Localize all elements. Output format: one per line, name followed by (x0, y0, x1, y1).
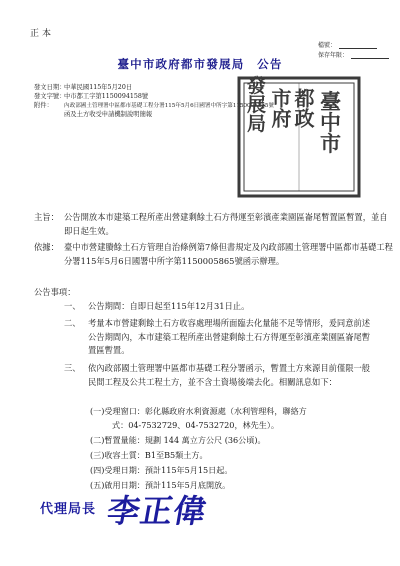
issue-number-value: 中市都工字第1150094158號 (64, 93, 149, 100)
item-number: 一、 (64, 301, 81, 311)
page-title: 臺中市政府都市發展局 公告 (117, 57, 283, 71)
attachment-line2: 函及土方收受申請機制說明簡報 (64, 111, 153, 118)
item-text: 公告期間：自即日起至115年12月31日止。 (88, 301, 250, 311)
sub-item: (三)收容土質：B1至B5類土方。 (90, 450, 208, 460)
seal-char-3: 市府 (268, 88, 292, 128)
retention-label: 保存年限： (318, 52, 349, 59)
seal-char-4: 發展局 (244, 75, 266, 133)
issue-date-value: 中華民國115年5月20日 (64, 84, 133, 91)
basis-label: 依據： (34, 242, 59, 252)
attachment-line1: 內政部國土管理署中區都市基礎工程分署115年5月6日國署中所字第1150005865號 (64, 103, 275, 109)
seal-char-1: 臺中市 (317, 90, 343, 154)
subject-text: 公告開放本市建築工程所產出營建剩餘土石方得運至彰濱產業園區崙尾暫置區暫置，並自即日起生效。 (64, 212, 388, 236)
signature-name: 李正偉 (104, 492, 211, 530)
items-label: 公告事項： (34, 287, 76, 297)
subject-label: 主旨： (34, 212, 59, 222)
seal-char-2: 都政 (291, 88, 315, 128)
issue-date-row (34, 84, 132, 93)
signature-title: 代理局長 (40, 502, 97, 517)
sub-item: (五)啟用日期：預計115年5月底開放。 (90, 480, 231, 490)
issue-number-label: 發文字號： (34, 93, 66, 100)
list-item (64, 300, 364, 314)
copy-mark: 正本 (30, 29, 55, 39)
attachment-label: 附件： (34, 102, 53, 109)
issue-date-label: 發文日期： (34, 84, 66, 91)
item-text: 考量本市營建剩餘土石方收容處理場所面臨去化量能不足等情形，爰同意前述公告期間內，本市建築工程所產出營建剩餘土石方得運至彰濱產業園區崙尾暫置區暫置。 (88, 318, 371, 356)
item-number: 三、 (64, 363, 81, 373)
sub-item: (二)暫置量能：規劃 144 萬立方公尺 (36公頃)。 (90, 435, 266, 445)
subject-section (34, 211, 400, 239)
list-item (64, 317, 371, 359)
issue-number-row (34, 93, 148, 102)
sub-item: (一)受理窗口：彰化縣政府水利資源處（水利管理科，聯絡方 (90, 406, 307, 416)
basis-section (34, 241, 400, 283)
list-item (64, 362, 371, 404)
item-text: 依內政部國土管理署中區都市基礎工程分署函示，暫置土方來源目前僅限一般民間工程及公共工程土方，並不含土資場後端去化。相關訊息如下： (88, 363, 371, 387)
basis-text: 臺中市營建賸餘土石方管理自治條例第7條但書規定及內政部國土管理署中區都市基礎工程分署115年5月6日國署中所字第1150005865號函示辦理。 (64, 242, 393, 266)
item-number: 二、 (64, 318, 81, 328)
file-number-field (318, 40, 377, 49)
file-number-label: 檔號： (318, 42, 337, 49)
official-seal (235, 74, 363, 200)
sub-item: (四)受理日期：預計115年5月15日起。 (90, 465, 233, 475)
sub-item: 式：04-7532729、04-7532720，林先生）。 (112, 420, 279, 430)
